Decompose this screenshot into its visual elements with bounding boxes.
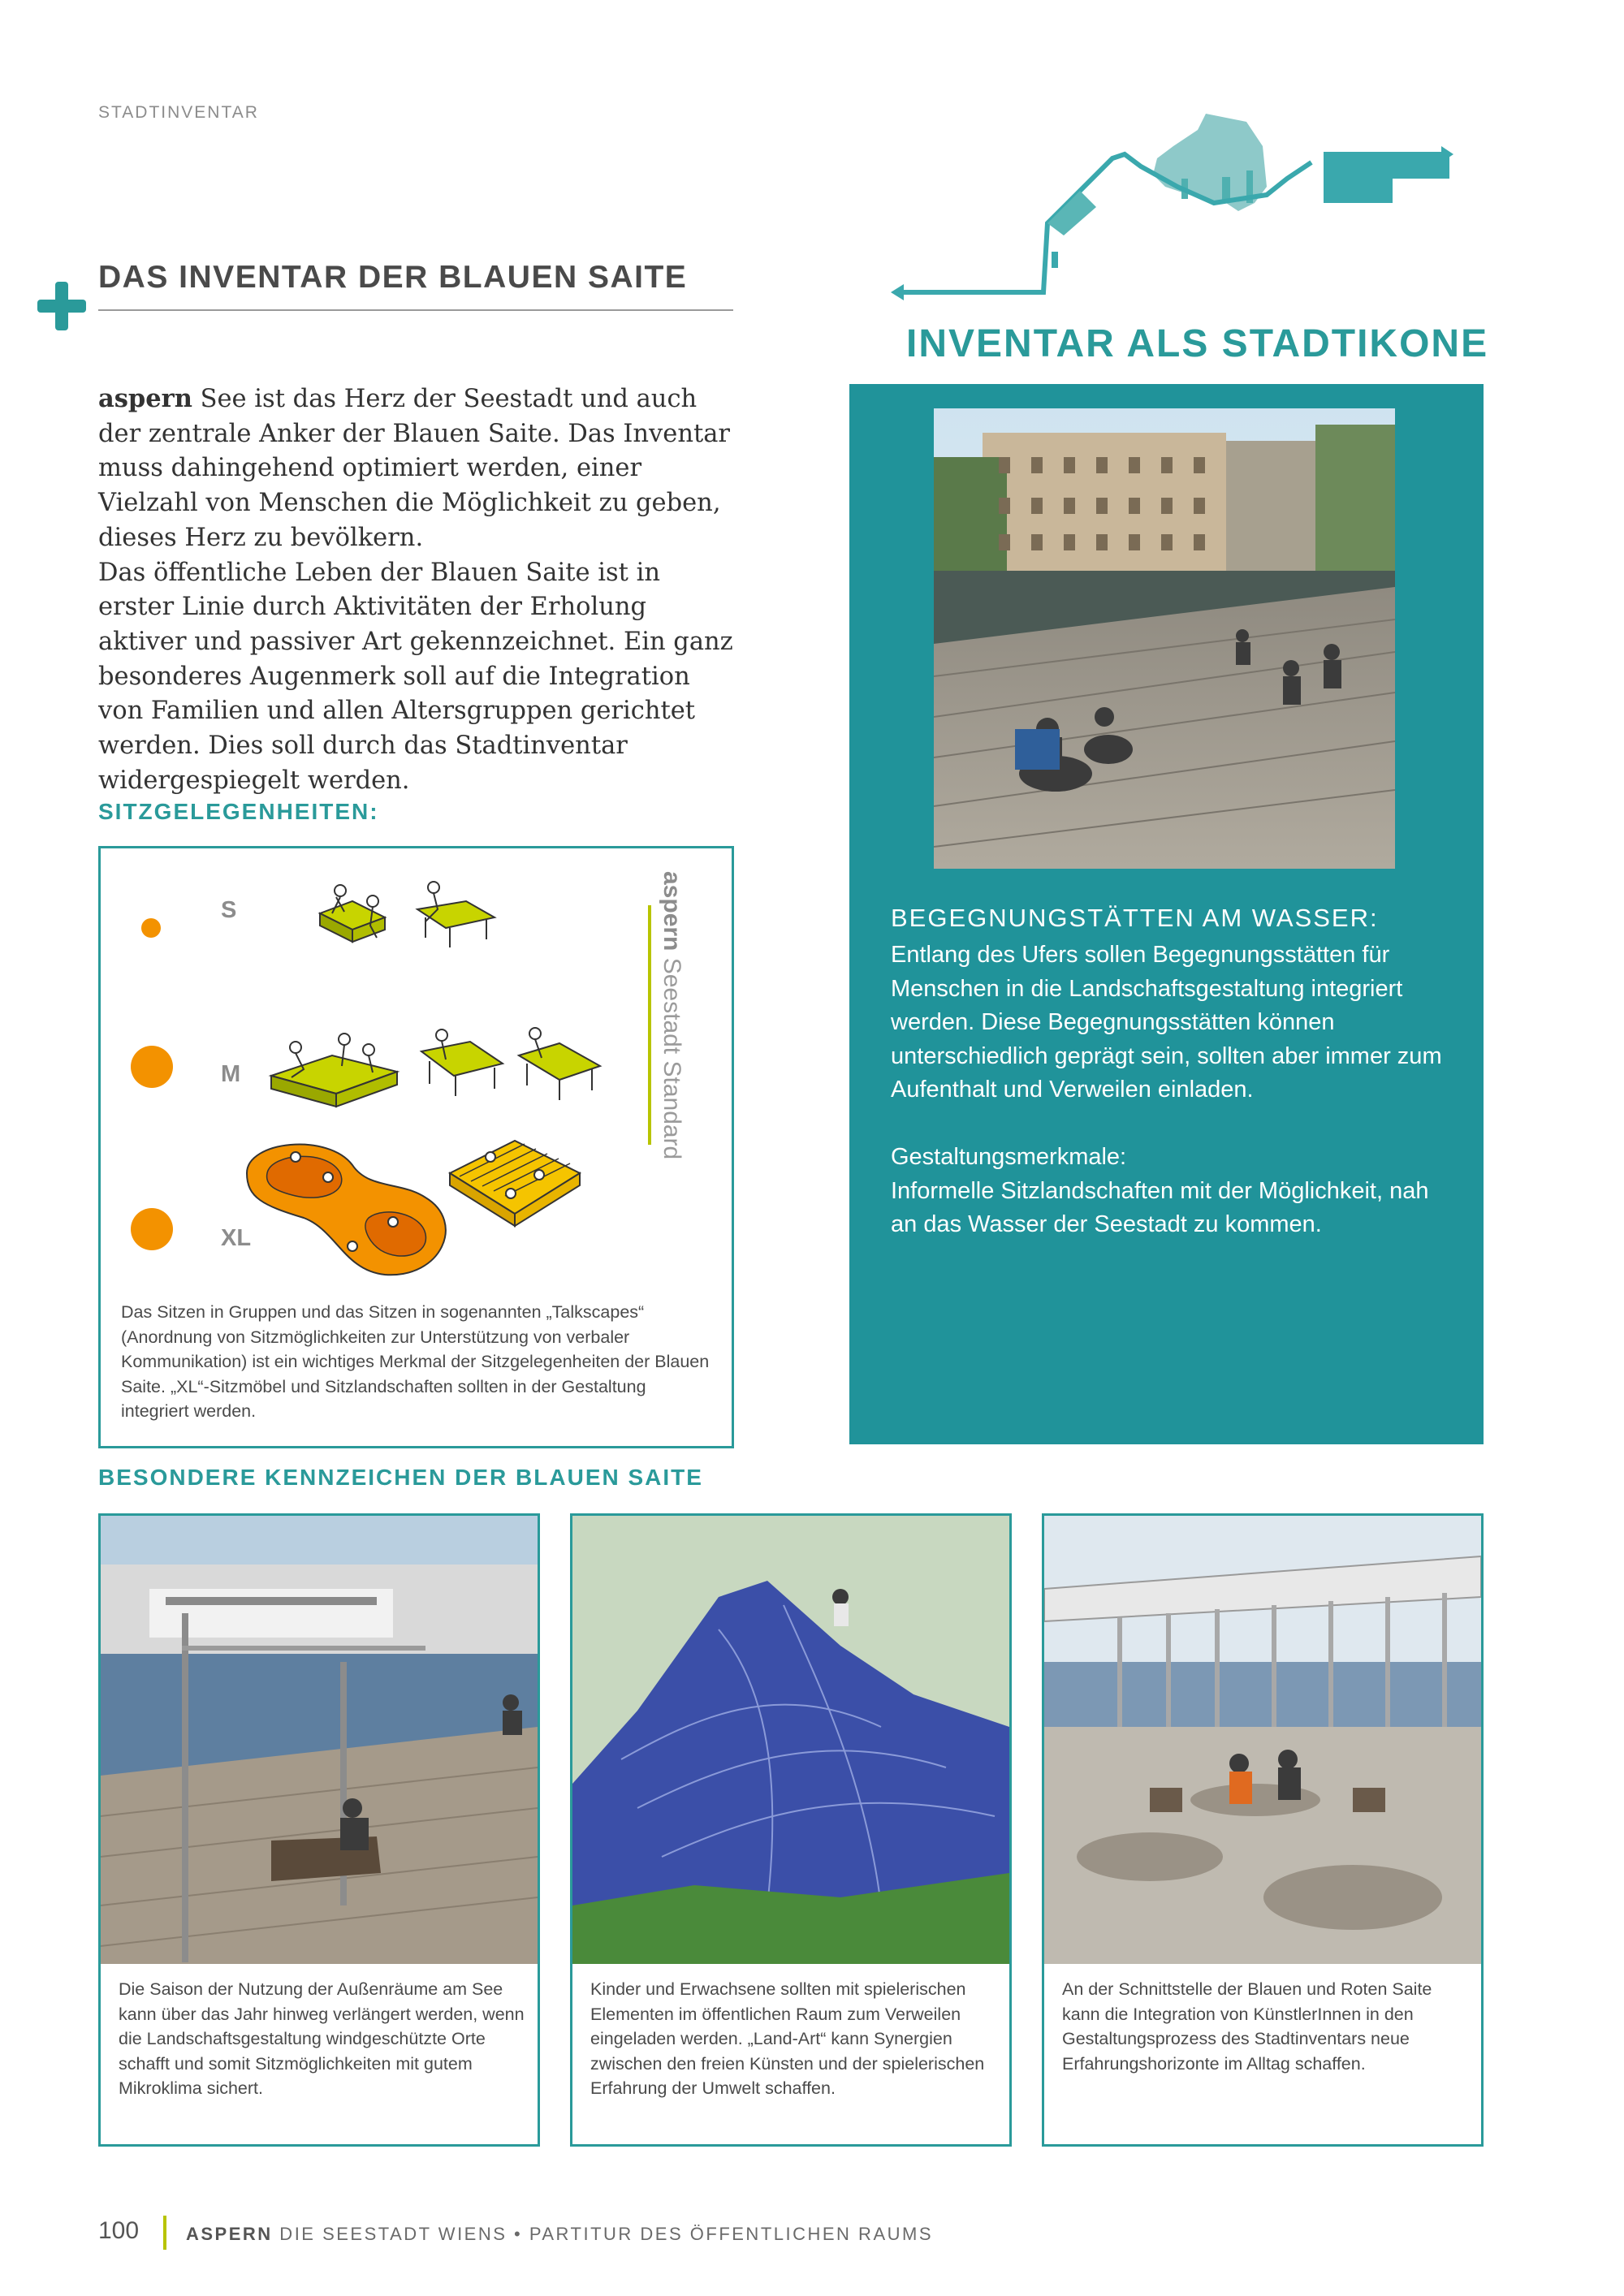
seating-caption: Das Sitzen in Gruppen und das Sitzen in sogenannten „Talkscapes“ (Anordnung von Sitzmöglichkeiten zur Unterstützung von verbaler Kommunikation) ist ein wichtiges Merkmal der Sitzgelegenheiten der Blauen Saite. „XL“-Sitzmöbel und Sitzlandschaften sollten in der Gestaltung integriert werden.: [121, 1302, 710, 1421]
standard-brand: aspern: [659, 871, 685, 952]
standard-label-text: [658, 871, 685, 1159]
icon-panel-title: INVENTAR ALS STADTIKONE: [906, 322, 1489, 365]
feature-cards: [98, 1513, 1484, 2147]
icon-panel-body-text: Entlang des Ufers sollen Begegnungsstätten für Menschen in die Landschaftsgestaltung integriert werden. Diese Begegnungsstätten können unterschiedlich geprägt sein, sollten aber immer zum Aufenthalt und Verweilen einladen.: [891, 942, 1442, 1103]
feature-card-3-text: An der Schnittstelle der Blauen und Roten Saite kann die Integration von KünstlerInnen in den Gestaltungsprozess des Stadtinventars neue Erfahrungshorizonte im Alltag schaffen.: [1062, 1979, 1432, 2074]
seestadt-standard-label: [646, 871, 687, 1180]
waterfront-section-illustration: [881, 97, 1466, 309]
seat-small-illustration: [304, 873, 499, 962]
seating-diagram: [98, 846, 734, 1448]
seating-heading: SITZGELEGENHEITEN:: [98, 799, 379, 824]
footer-accent-bar: [163, 2216, 166, 2250]
pavilion-photo: [1044, 1516, 1481, 1964]
feature-card-1: [98, 1513, 540, 2147]
plus-icon: [37, 282, 86, 330]
features-heading: BESONDERE KENNZEICHEN DER BLAUEN SAITE: [98, 1465, 703, 1490]
harbour-bench-photo: [101, 1516, 538, 1964]
size-dot-s: [141, 918, 161, 938]
standard-accent-line: [648, 905, 651, 1145]
seat-medium-illustration: [267, 1019, 608, 1116]
size-label-xl: XL: [221, 1225, 252, 1251]
intro-paragraph-1: [98, 382, 740, 556]
size-label-m: M: [221, 1061, 241, 1087]
size-label-s: S: [221, 897, 237, 923]
intro-paragraph-2: Das öffentliche Leben der Blauen Saite ist in erster Linie durch Aktivitäten der Erholung aktiver und passiver Art gekennzeichnet. Ein ganz besonderes Augenmerk soll auf die Integration von Familien und allen Altersgruppen gerichtet werden. Dies soll durch das Stadtinventar widergespiegelt werden.: [98, 558, 733, 795]
section-title: DAS INVENTAR DER BLAUEN SAITE: [98, 260, 688, 295]
features-text: Informelle Sitzlandschaften mit der Möglichkeit, nah an das Wasser der Seestadt zu kommen.: [891, 1177, 1429, 1237]
seat-xl-illustration: [231, 1124, 588, 1287]
title-divider: [98, 309, 733, 311]
size-dot-xl: [131, 1208, 173, 1250]
standard-rest: Seestadt Standard: [659, 951, 685, 1160]
feature-card-1-text: Die Saison der Nutzung der Außenräume am See kann über das Jahr hinweg verlängert werden, wenn die Landschaftsgestaltung windgeschützte Orte schafft und somit Sitzmöglichkeiten mit gutem Mikroklima sichert.: [119, 1979, 525, 2099]
icon-panel-body: [891, 939, 1459, 1242]
feature-card-3: [1042, 1513, 1484, 2147]
running-head: STADTINVENTAR: [98, 103, 259, 122]
intro-p1-text: See ist das Herz der Seestadt und auch der zentrale Anker der Blauen Saite. Das Inventar muss dahingehend optimiert werden, einer Vielzahl von Menschen die Möglichkeit zu geben, dieses Herz zu bevölkern.: [98, 385, 730, 552]
feature-card-2-text: Kinder und Erwachsene sollten mit spielerischen Elementen im öffentlichen Raum zum Verweilen eingeladen werden. „Land-Art“ kann Synergien zwischen den freien Künsten und der spielerischen Erfahrung der Umwelt schaffen.: [590, 1979, 985, 2099]
footer-text: [186, 2224, 933, 2245]
paragraph-gap: [891, 1107, 1459, 1142]
features-label: Gestaltungsmerkmale:: [891, 1144, 1127, 1170]
feature-card-2: [570, 1513, 1012, 2147]
icon-panel: [849, 384, 1484, 1444]
size-dot-m: [131, 1046, 173, 1088]
page-number: 100: [98, 2217, 140, 2244]
land-art-photo: [572, 1516, 1009, 1964]
intro-text: [98, 382, 740, 798]
footer-rest: DIE SEESTADT WIENS • PARTITUR DES ÖFFENTLICHEN RAUMS: [272, 2224, 934, 2244]
intro-brand: aspern: [98, 384, 192, 413]
icon-panel-subheading: BEGEGNUNGSTÄTTEN AM WASSER:: [891, 904, 1379, 932]
waterfront-steps-photo: [934, 408, 1395, 869]
footer-brand: ASPERN: [186, 2224, 273, 2244]
